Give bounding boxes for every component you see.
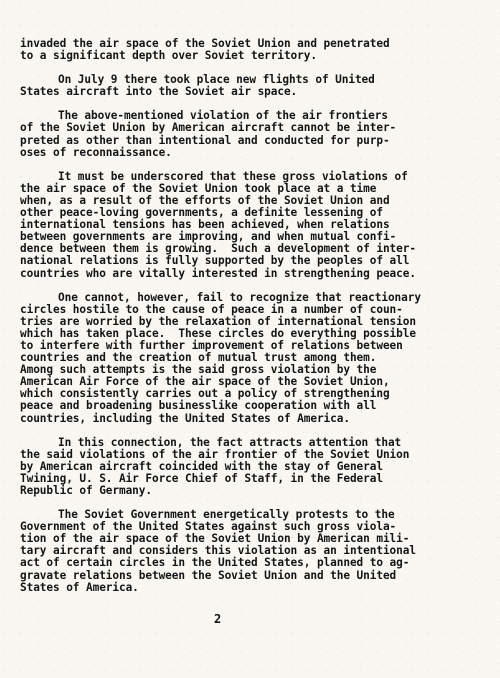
paragraph-line: countries who are vitally interested in strengthening peace. — [20, 266, 416, 280]
paragraph-line: countries, including the United States of America. — [20, 411, 350, 425]
paragraph-line: Among such attempts is the said gross violation by the — [20, 363, 377, 377]
paragraph-first-line: In this connection, the fact attracts attention that — [58, 435, 402, 449]
paragraph-line: Republic of Germany. — [20, 484, 152, 497]
paragraph-soviet-protest — [20, 509, 482, 594]
paragraph-line: between governments are improving, and when mutual confi- — [20, 230, 397, 244]
page-number: 2 — [214, 612, 222, 626]
paragraph-line: Twining, U. S. Air Force Chief of Staff, in the Federal — [20, 471, 383, 485]
paragraph-line: States of America. — [20, 580, 139, 594]
paragraph-line: act of certain circles in the United States, planned to ag- — [20, 556, 410, 570]
paragraph-line: countries and the creation of mutual trust among them. — [20, 351, 377, 365]
paragraph-first-line: The Soviet Government energetically protests to the — [58, 508, 395, 522]
paragraph-line: circles hostile to the cause of peace in a number of coun- — [20, 302, 403, 316]
paragraph-first-line: On July 9 there took place new flights of United — [58, 73, 375, 87]
paragraph-line: the said violations of the air frontier of the Soviet Union — [20, 447, 410, 461]
paragraph-line: the air space of the Soviet Union took place at a time — [20, 181, 377, 195]
paragraph-line: of the Soviet Union by American aircraft cannot be inter- — [20, 121, 397, 135]
paragraph-continuation — [20, 38, 482, 62]
paragraph-reconnaissance — [20, 110, 482, 158]
paragraph-reactionary-circles — [20, 292, 482, 425]
paragraph-line: American Air Force of the air space of the Soviet Union, — [20, 375, 390, 389]
paragraph-first-line: It must be underscored that these gross violations of — [58, 169, 408, 183]
paragraph-line: oses of reconnaissance. — [20, 145, 172, 159]
paragraph-line: which has taken place. These circles do everything possible — [20, 326, 416, 340]
paragraph-line: Government of the United States against such gross viola- — [20, 520, 397, 534]
paragraph-line: gravate relations between the Soviet Union and the United — [20, 568, 397, 582]
paragraph-line: dence between them is growing. Such a development of inter- — [20, 242, 416, 256]
paragraph-line: to interfere with further improvement of relations between — [20, 338, 403, 352]
paragraph-line: tary aircraft and considers this violation as an intentional — [20, 544, 416, 558]
paragraph-line: invaded the air space of the Soviet Union and penetrated — [20, 37, 390, 50]
paragraph-twining-stay — [20, 437, 482, 497]
paragraph-international-relations — [20, 171, 482, 280]
paragraph-line: tion of the air space of the Soviet Union by American mili- — [20, 532, 410, 546]
paragraph-line: by American aircraft coincided with the stay of General — [20, 459, 383, 473]
paragraph-line: international tensions has been achieved, when relations — [20, 218, 390, 232]
paragraph-line: other peace-loving governments, a definite lessening of — [20, 206, 383, 220]
paragraph-line: tries are worried by the relaxation of international tension — [20, 314, 416, 328]
paragraph-line: peace and broadening businesslike cooperation with all — [20, 399, 377, 413]
paragraph-line: preted as other than intentional and conducted for purp- — [20, 133, 390, 147]
document-body — [20, 38, 482, 606]
paragraph-line: which consistently carries out a policy of strengthening — [20, 387, 390, 401]
paragraph-first-line: The above-mentioned violation of the air frontiers — [58, 109, 388, 123]
paragraph-first-line: One cannot, however, fail to recognize that reactionary — [58, 290, 421, 304]
paragraph-line: national relations is fully supported by the peoples of all — [20, 254, 410, 268]
paragraph-july-flights — [20, 74, 482, 98]
paragraph-line: when, as a result of the efforts of the Soviet Union and — [20, 193, 390, 207]
paragraph-line: States aircraft into the Soviet air space. — [20, 85, 298, 99]
paragraph-line: to a significant depth over Soviet territory. — [20, 49, 317, 63]
